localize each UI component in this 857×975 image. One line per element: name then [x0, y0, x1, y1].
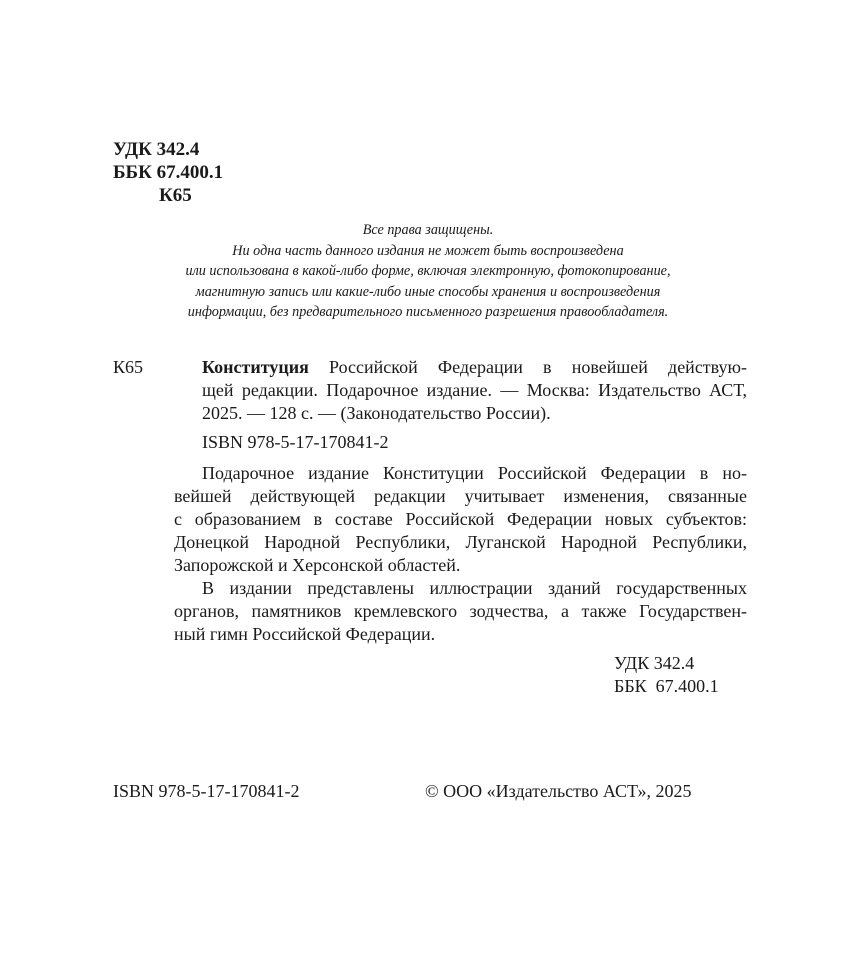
bibliography-line: щей редакции. Подарочное издание. — Москва: Издательство АСТ, — [202, 380, 747, 400]
classification-block — [113, 138, 223, 207]
bbk-code-bottom: ББК 67.400.1 — [614, 676, 719, 696]
rights-line: магнитную запись или какие-либо иные способы хранения и воспроизведения — [195, 283, 661, 300]
rights-line: информации, без предварительного письменного разрешения правообладателя. — [187, 304, 669, 320]
bibliography-line — [202, 356, 747, 379]
book-title: Конституция — [202, 357, 309, 377]
rights-line: Все права защищены. — [362, 222, 494, 238]
rights-line: или использована в какой-либо форме, включая электронную, фотокопирование, — [185, 263, 671, 279]
bibliographic-entry — [202, 356, 747, 425]
annotation-line: вейшей действующей редакции учитывает изменения, связанные — [174, 486, 747, 506]
rights-notice — [100, 220, 756, 323]
bibliography-line: 2025. — 128 с. — (Законодательство России). — [202, 403, 551, 423]
bibliography-line-rest: Российской Федерации в новейшей действую- — [308, 357, 747, 377]
annotation-line: Подарочное издание Конституции Российской Федерации в но- — [202, 463, 747, 483]
annotation — [174, 462, 747, 646]
annotation-line: с образованием в составе Российской Федерации новых субъектов: — [174, 509, 747, 529]
annotation-line: Запорожской и Херсонской областей. — [174, 555, 461, 575]
annotation-line: органов, памятников кремлевского зодчества, а также Государствен- — [174, 601, 747, 621]
classification-bottom — [614, 652, 719, 698]
annotation-line: В издании представлены иллюстрации зданий государственных — [202, 578, 747, 598]
author-mark: К65 — [159, 185, 192, 206]
udk-code: УДК 342.4 — [113, 139, 200, 160]
isbn-entry: ISBN 978-5-17-170841-2 — [202, 432, 389, 452]
udk-code-bottom: УДК 342.4 — [614, 653, 695, 673]
footer-copyright: © ООО «Издательство АСТ», 2025 — [425, 781, 692, 801]
footer-isbn: ISBN 978-5-17-170841-2 — [113, 781, 300, 801]
bibliography-code: К65 — [113, 357, 144, 377]
annotation-line: ный гимн Российской Федерации. — [174, 624, 436, 644]
annotation-line: Донецкой Народной Республики, Луганской Народной Республики, — [174, 532, 747, 552]
rights-line: Ни одна часть данного издания не может быть воспроизведена — [232, 242, 624, 259]
bbk-code: ББК 67.400.1 — [113, 162, 224, 183]
